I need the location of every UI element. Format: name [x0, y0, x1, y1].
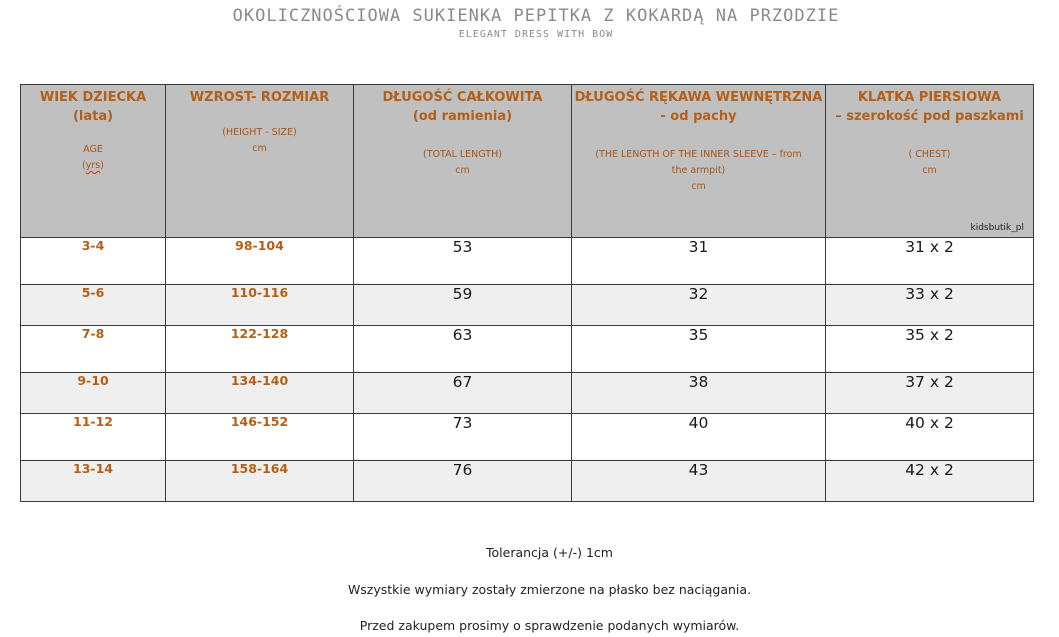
header-height-size-english: (HEIGHT - SIZE)	[222, 127, 297, 138]
header-height-size	[166, 85, 354, 238]
cell-chest: 35 x 2	[826, 326, 1034, 373]
page-title: OKOLICZNOŚCIOWA SUKIENKA PEPITKA Z KOKARDĄ NA PRZODZIE	[232, 6, 840, 26]
cell-total-length: 76	[354, 461, 572, 502]
tolerance-note: Tolerancja (+/-) 1cm	[486, 545, 613, 560]
header-chest-subtitle: – szerokość pod paszkami	[835, 109, 1024, 124]
cell-sleeve-length: 31	[572, 238, 826, 285]
cell-size: 122-128	[166, 326, 354, 373]
header-total-length-subtitle: (od ramienia)	[412, 109, 513, 124]
cell-sleeve-length: 35	[572, 326, 826, 373]
header-chest-unit: cm	[922, 165, 937, 176]
header-age-english: AGE	[83, 144, 103, 155]
header-height-size-unit: cm	[252, 143, 267, 154]
header-height-size-title: WZROST- ROZMIAR	[189, 90, 330, 105]
watermark: kidsbutik_pl	[970, 223, 1024, 233]
cell-age: 9-10	[21, 373, 166, 414]
header-chest-english: ( CHEST)	[908, 149, 951, 160]
header-sleeve-length-english-2: the armpit)	[671, 165, 726, 176]
cell-sleeve-length: 32	[572, 285, 826, 326]
header-sleeve-length-unit: cm	[691, 181, 706, 192]
size-chart-table	[20, 84, 1034, 502]
cell-age: 11-12	[21, 414, 166, 461]
cell-chest: 40 x 2	[826, 414, 1034, 461]
measurement-note: Wszystkie wymiary zostały zmierzone na płasko bez naciągania.	[347, 582, 752, 597]
cell-sleeve-length: 38	[572, 373, 826, 414]
cell-chest: 31 x 2	[826, 238, 1034, 285]
cell-size: 134-140	[166, 373, 354, 414]
cell-total-length: 63	[354, 326, 572, 373]
page-subtitle: ELEGANT DRESS WITH BOW	[458, 29, 614, 40]
header-total-length-english: (TOTAL LENGTH)	[423, 149, 502, 160]
table-row	[21, 461, 1034, 502]
header-chest	[826, 85, 1034, 238]
table-row	[21, 414, 1034, 461]
table-row	[21, 285, 1034, 326]
cell-sleeve-length: 40	[572, 414, 826, 461]
cell-size: 158-164	[166, 461, 354, 502]
table-row	[21, 326, 1034, 373]
header-age	[21, 85, 166, 238]
header-age-english-unit: (yrs)	[82, 160, 104, 171]
header-sleeve-length-subtitle: - od pachy	[660, 109, 737, 124]
cell-age: 5-6	[21, 285, 166, 326]
header-total-length-unit: cm	[455, 165, 470, 176]
header-chest-title: KLATKA PIERSIOWA	[857, 90, 1002, 105]
cell-total-length: 53	[354, 238, 572, 285]
table-row	[21, 238, 1034, 285]
cell-size: 98-104	[166, 238, 354, 285]
cell-age: 7-8	[21, 326, 166, 373]
cell-total-length: 73	[354, 414, 572, 461]
cell-sleeve-length: 43	[572, 461, 826, 502]
header-sleeve-length-title: DŁUGOŚĆ RĘKAWA WEWNĘTRZNA	[574, 90, 823, 105]
header-age-title: WIEK DZIECKA	[39, 90, 147, 105]
header-age-unit: (lata)	[72, 109, 114, 124]
cell-age: 13-14	[21, 461, 166, 502]
cell-chest: 42 x 2	[826, 461, 1034, 502]
cell-total-length: 67	[354, 373, 572, 414]
header-sleeve-length-english: (THE LENGTH OF THE INNER SLEEVE – from	[595, 149, 802, 160]
cell-chest: 37 x 2	[826, 373, 1034, 414]
cell-size: 146-152	[166, 414, 354, 461]
cell-age: 3-4	[21, 238, 166, 285]
table-row	[21, 373, 1034, 414]
cell-size: 110-116	[166, 285, 354, 326]
table-header-row	[21, 85, 1034, 238]
header-sleeve-length	[572, 85, 826, 238]
check-dimensions-note: Przed zakupem prosimy o sprawdzenie podanych wymiarów.	[359, 618, 740, 633]
cell-total-length: 59	[354, 285, 572, 326]
spellcheck-word: yrs	[85, 160, 101, 171]
cell-chest: 33 x 2	[826, 285, 1034, 326]
header-total-length-title: DŁUGOŚĆ CAŁKOWITA	[382, 90, 543, 105]
header-total-length	[354, 85, 572, 238]
